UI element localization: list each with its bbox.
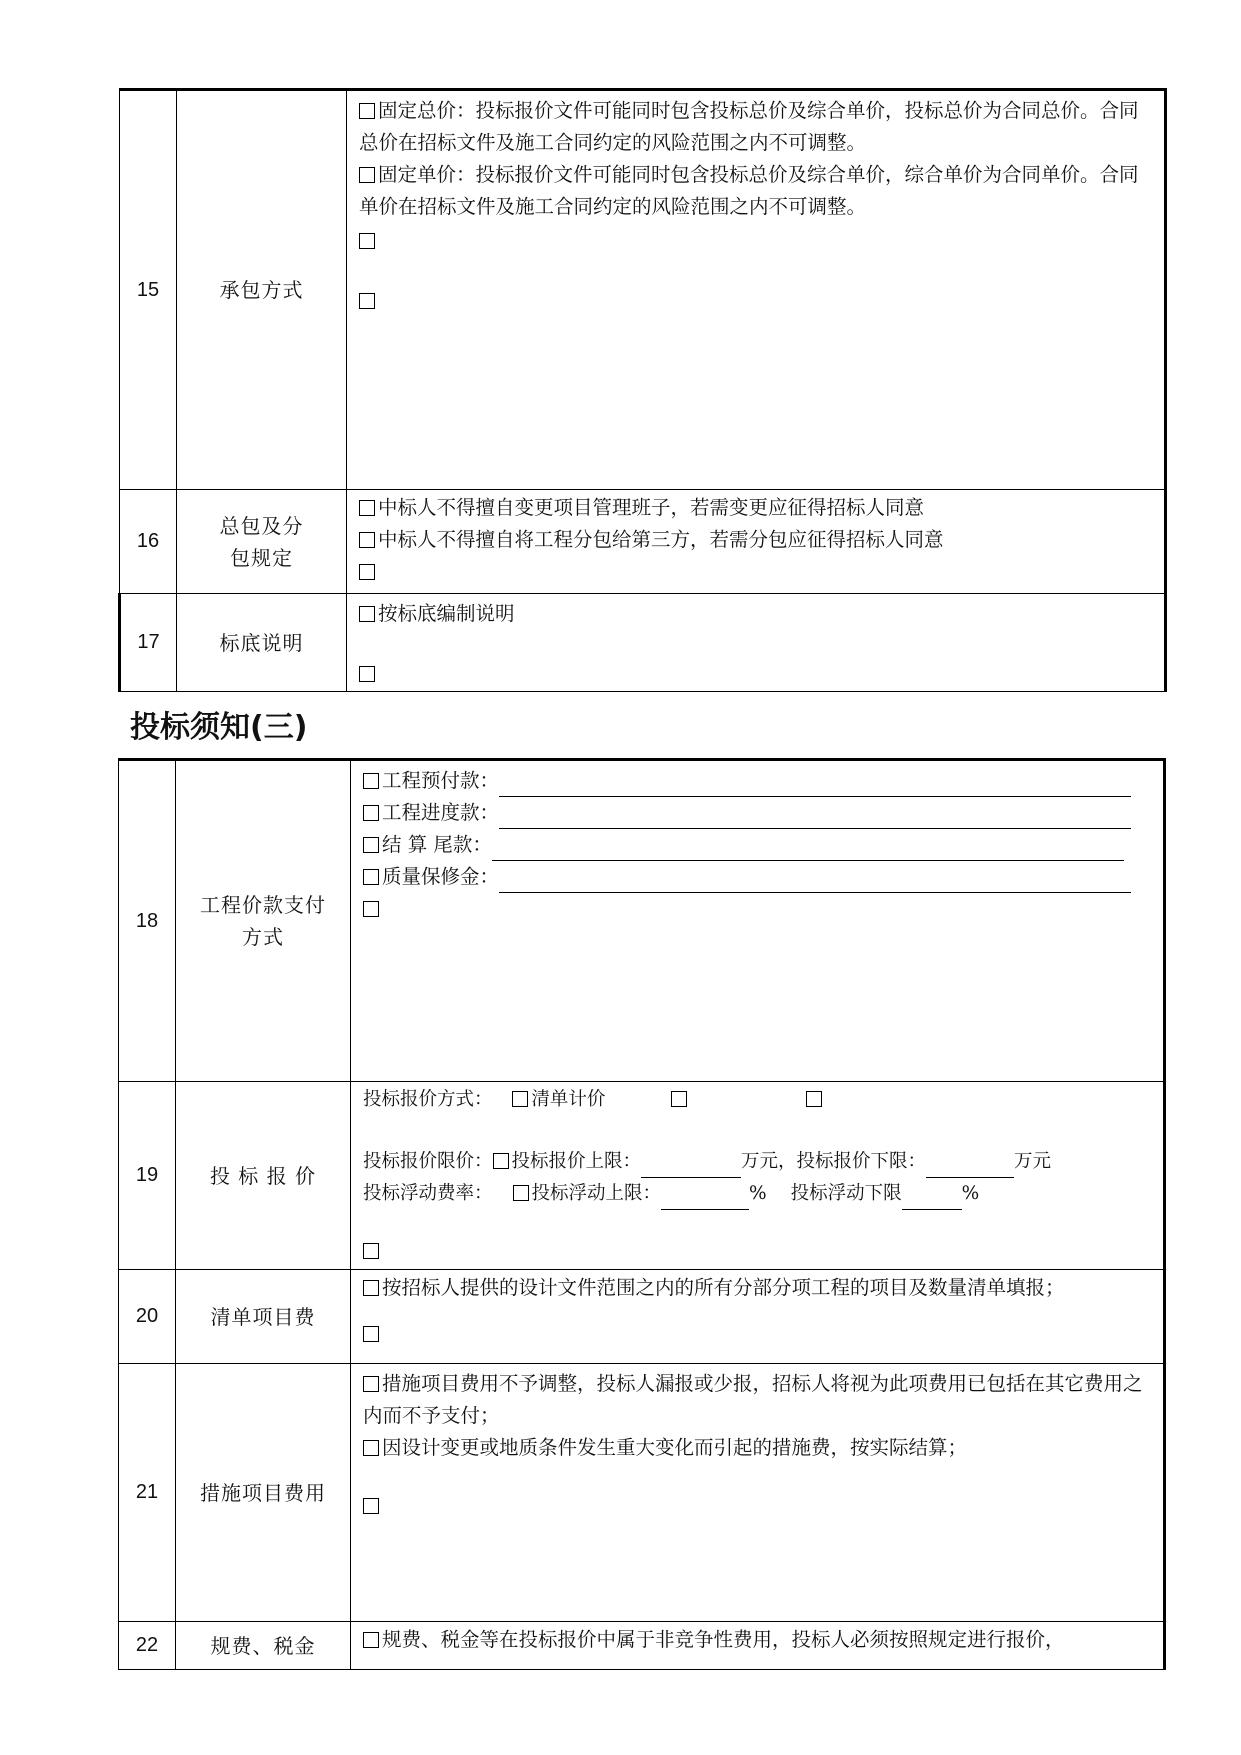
checkbox[interactable]: [359, 103, 375, 119]
option-blank: [359, 225, 1154, 257]
quote-method: 投标报价方式： 清单计价: [363, 1084, 1153, 1116]
checkbox[interactable]: [363, 805, 379, 821]
option-item: 规费、税金等在投标报价中属于非竞争性费用，投标人必须按照规定进行报价，: [363, 1624, 1153, 1656]
row-number: 19: [119, 1082, 176, 1270]
checkbox[interactable]: [513, 1185, 529, 1201]
row-content: [347, 594, 1166, 692]
row-content: [351, 1364, 1165, 1622]
row-content: [351, 1622, 1165, 1670]
row-label: 工程价款支付 方式: [176, 760, 351, 1082]
option-blank: [363, 1318, 1153, 1350]
fill-in-blank[interactable]: [492, 838, 1124, 861]
table-row-15: [120, 90, 1166, 490]
row-label: 投 标 报 价: [176, 1082, 351, 1270]
checkbox[interactable]: [363, 1440, 379, 1456]
table-row-16: [120, 490, 1166, 594]
payment-field: 工程预付款：: [363, 765, 1153, 797]
option-blank: [359, 658, 1154, 690]
payment-field: 质量保修金：: [363, 861, 1153, 893]
checkbox[interactable]: [363, 837, 379, 853]
row-label: 标底说明: [177, 594, 347, 692]
checkbox[interactable]: [363, 1326, 379, 1342]
option-blank: [363, 1490, 1153, 1522]
option-item: 中标人不得擅自将工程分包给第三方，若需分包应征得招标人同意: [359, 524, 1154, 556]
row-content: [351, 1270, 1165, 1364]
checkbox[interactable]: [363, 1243, 379, 1259]
checkbox[interactable]: [359, 500, 375, 516]
table-row-18: [119, 760, 1165, 1082]
option-item: 按标底编制说明: [359, 598, 1154, 630]
table-row-22: [119, 1622, 1165, 1670]
checkbox[interactable]: [359, 532, 375, 548]
table-row-21: [119, 1364, 1165, 1622]
checkbox[interactable]: [363, 773, 379, 789]
option-text: 固定单价：投标报价文件可能同时包含投标总价及综合单价，综合单价为合同单价。合同单价在招标文件及施工合同约定的风险范围之内不可调整。: [359, 163, 1139, 218]
option-item: 措施项目费用不予调整，投标人漏报或少报，招标人将视为此项费用已包括在其它费用之内而不予支付；: [363, 1372, 1143, 1427]
checkbox[interactable]: [806, 1091, 822, 1107]
payment-field: 工程进度款：: [363, 797, 1153, 829]
option-fixed-total: [359, 95, 1154, 159]
requirements-table-lower: [118, 758, 1166, 1670]
checkbox[interactable]: [363, 869, 379, 885]
option-item: 中标人不得擅自变更项目管理班子，若需变更应征得招标人同意: [359, 492, 1154, 524]
row-content: [347, 90, 1166, 490]
row-label: 承包方式: [177, 90, 347, 490]
checkbox[interactable]: [493, 1153, 509, 1169]
row-content: [351, 760, 1165, 1082]
section-heading: 投标须知(三): [130, 710, 308, 745]
row-number: 17: [120, 594, 177, 692]
row-label: 总包及分 包规定: [177, 490, 347, 594]
requirements-table-upper: [118, 88, 1167, 692]
lower-limit-blank[interactable]: [926, 1155, 1014, 1178]
checkbox[interactable]: [363, 1498, 379, 1514]
fill-in-blank[interactable]: [499, 870, 1131, 893]
row-content: [351, 1082, 1165, 1270]
row-label: 清单项目费: [176, 1270, 351, 1364]
quote-float-rate: 投标浮动费率： 投标浮动上限： % 投标浮动下限 %: [363, 1178, 1153, 1210]
checkbox[interactable]: [359, 606, 375, 622]
checkbox[interactable]: [512, 1091, 528, 1107]
checkbox[interactable]: [363, 1376, 379, 1392]
option-blank: [359, 285, 1154, 317]
checkbox[interactable]: [363, 901, 379, 917]
row-number: 22: [119, 1622, 176, 1670]
checkbox[interactable]: [359, 564, 375, 580]
option-fixed-unit: [359, 159, 1154, 223]
table-row-19: [119, 1082, 1165, 1270]
row-number: 20: [119, 1270, 176, 1364]
option-item: 按招标人提供的设计文件范围之内的所有分部分项工程的项目及数量清单填报；: [363, 1272, 1153, 1304]
option-item: 因设计变更或地质条件发生重大变化而引起的措施费，按实际结算；: [363, 1432, 1153, 1464]
upper-limit-blank[interactable]: [641, 1155, 741, 1178]
quote-limit: 投标报价限价： 投标报价上限： 万元，投标报价下限： 万元: [363, 1146, 1153, 1178]
checkbox[interactable]: [671, 1091, 687, 1107]
row-label: 措施项目费用: [176, 1364, 351, 1622]
option-blank: [363, 1236, 1153, 1268]
checkbox[interactable]: [359, 233, 375, 249]
row-content: [347, 490, 1166, 594]
float-lower-blank[interactable]: [902, 1187, 962, 1210]
table-row-20: [119, 1270, 1165, 1364]
row-number: 16: [120, 490, 177, 594]
row-label: 规费、税金: [176, 1622, 351, 1670]
checkbox[interactable]: [359, 167, 375, 183]
row-number: 21: [119, 1364, 176, 1622]
checkbox[interactable]: [363, 1632, 379, 1648]
payment-field: 结 算 尾款：: [363, 829, 1153, 861]
option-blank: [359, 556, 1154, 588]
option-blank: [363, 893, 1153, 925]
float-upper-blank[interactable]: [661, 1187, 749, 1210]
option-text: 固定总价：投标报价文件可能同时包含投标总价及综合单价，投标总价为合同总价。合同总价在招标文件及施工合同约定的风险范围之内不可调整。: [359, 99, 1139, 154]
checkbox[interactable]: [359, 293, 375, 309]
row-number: 18: [119, 760, 176, 1082]
checkbox[interactable]: [363, 1280, 379, 1296]
fill-in-blank[interactable]: [499, 806, 1131, 829]
checkbox[interactable]: [359, 666, 375, 682]
row-number: 15: [120, 90, 177, 490]
table-row-17: [120, 594, 1166, 692]
fill-in-blank[interactable]: [499, 774, 1131, 797]
